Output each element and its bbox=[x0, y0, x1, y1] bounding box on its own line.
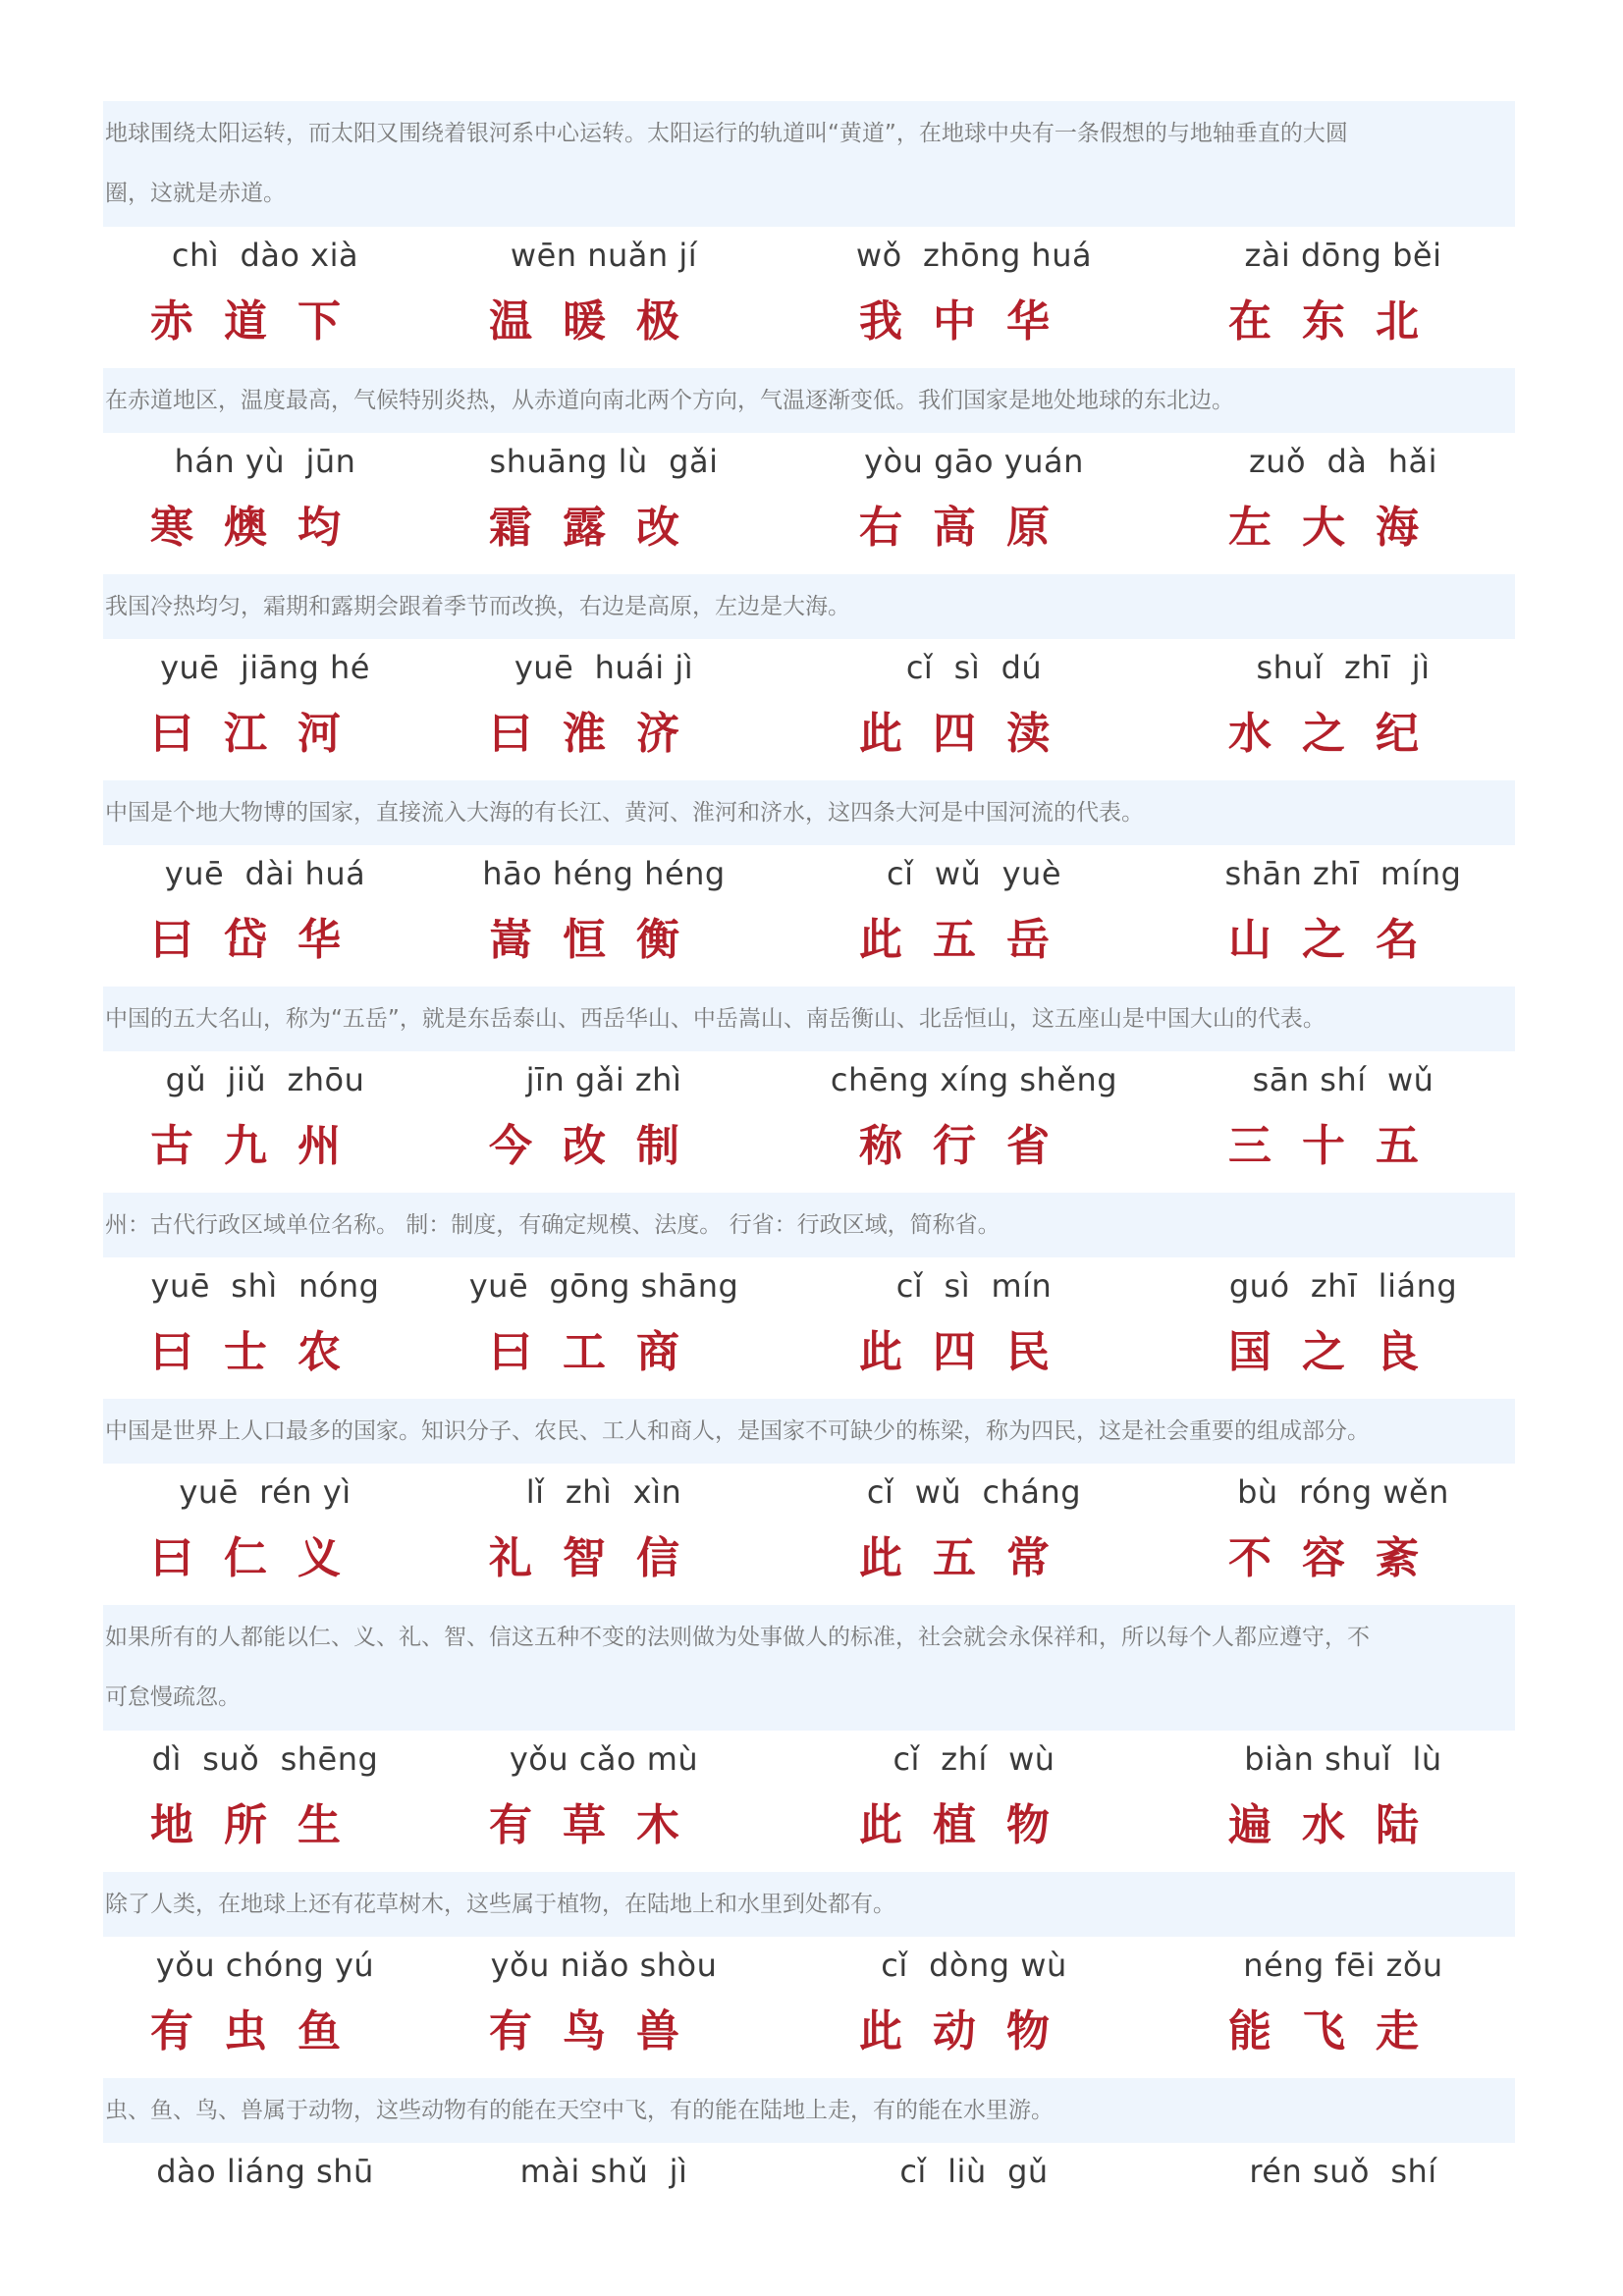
phrase-pinyin: wǒ zhōng huá bbox=[855, 237, 1093, 274]
explanation-note bbox=[103, 2078, 1515, 2143]
phrase-hanzi: 能飞走 bbox=[1228, 2006, 1449, 2056]
intro-line: 圈，这就是赤道。 bbox=[105, 181, 286, 206]
verse-row bbox=[103, 1051, 1515, 1193]
phrase-hanzi: 礼智信 bbox=[489, 1533, 710, 1583]
phrase-pinyin: gǔ jiǔ zhōu bbox=[165, 1061, 365, 1098]
phrase-hanzi: 在东北 bbox=[1228, 296, 1449, 347]
phrase-hanzi: 有鸟兽 bbox=[489, 2006, 710, 2056]
phrase-hanzi: 此植物 bbox=[859, 1800, 1080, 1850]
phrase-hanzi: 三十五 bbox=[1228, 1121, 1449, 1171]
verse-row bbox=[103, 845, 1515, 987]
phrase-hanzi: 有虫鱼 bbox=[150, 2006, 371, 2056]
phrase-pinyin: yuē rén yì bbox=[179, 1473, 352, 1511]
phrase-pinyin: shuǐ zhī jì bbox=[1256, 649, 1431, 686]
phrase-hanzi: 嵩恒衡 bbox=[489, 915, 710, 965]
note-line: 除了人类，在地球上还有花草树木，这些属于植物，在陆地上和水里到处都有。 bbox=[105, 1891, 895, 1917]
phrase-hanzi: 国之良 bbox=[1228, 1327, 1449, 1377]
intro-note bbox=[103, 101, 1515, 227]
phrase-hanzi: 有草木 bbox=[489, 1800, 710, 1850]
phrase-hanzi: 我中华 bbox=[859, 296, 1080, 347]
document-page bbox=[103, 101, 1515, 2251]
phrase-pinyin: yuē gōng shāng bbox=[468, 1267, 739, 1305]
intro-line: 地球围绕太阳运转，而太阳又围绕着银河系中心运转。太阳运行的轨道叫“黄道”，在地球中央有一条假想的与地轴垂直的大圆 bbox=[105, 121, 1348, 146]
phrase-pinyin: yuē shì nóng bbox=[150, 1267, 380, 1305]
phrase-hanzi: 赤道下 bbox=[150, 296, 371, 347]
phrase-pinyin: yuē huái jì bbox=[514, 649, 694, 686]
verse-row bbox=[103, 1731, 1515, 1872]
phrase-pinyin: cǐ sì dú bbox=[905, 649, 1043, 686]
phrase-hanzi: 曰仁义 bbox=[150, 1533, 371, 1583]
verse-row bbox=[103, 433, 1515, 574]
phrase-pinyin: mài shǔ jì bbox=[519, 2153, 688, 2190]
verse-row bbox=[103, 639, 1515, 780]
note-line: 在赤道地区，温度最高，气候特别炎热，从赤道向南北两个方向，气温逐渐变低。我们国家是地处地球的东北边。 bbox=[105, 387, 1234, 413]
phrase-hanzi: 称行省 bbox=[859, 1121, 1080, 1171]
phrase-hanzi: 霜露改 bbox=[489, 503, 710, 553]
note-line: 中国是个地大物博的国家，直接流入大海的有长江、黄河、淮河和济水，这四条大河是中国河流的代表。 bbox=[105, 799, 1144, 826]
phrase-pinyin: yǒu chóng yú bbox=[155, 1947, 375, 1984]
explanation-note bbox=[103, 1193, 1515, 1257]
phrase-pinyin: rén suǒ shí bbox=[1249, 2153, 1437, 2190]
phrase-hanzi: 此四渎 bbox=[859, 709, 1080, 759]
note-line: 中国是世界上人口最多的国家。知识分子、农民、工人和商人，是国家不可缺少的栋梁，称为四民，这是社会重要的组成部分。 bbox=[105, 1417, 1370, 1444]
phrase-hanzi: 曰士农 bbox=[150, 1327, 371, 1377]
phrase-hanzi: 此动物 bbox=[859, 2006, 1080, 2056]
phrase-pinyin: zuǒ dà hǎi bbox=[1248, 443, 1438, 480]
explanation-note bbox=[103, 1399, 1515, 1464]
phrase-pinyin: yǒu cǎo mù bbox=[509, 1740, 699, 1778]
phrase-pinyin: cǐ wǔ yuè bbox=[886, 855, 1062, 892]
phrase-hanzi: 山之名 bbox=[1228, 915, 1449, 965]
note-line: 可怠慢疏忽。 bbox=[105, 1684, 241, 1710]
explanation-note bbox=[103, 780, 1515, 845]
phrase-pinyin: hāo héng héng bbox=[482, 855, 726, 892]
verse-row bbox=[103, 227, 1515, 368]
phrase-hanzi: 曰江河 bbox=[150, 709, 371, 759]
phrase-hanzi: 此五岳 bbox=[859, 915, 1080, 965]
phrase-pinyin: biàn shuǐ lù bbox=[1244, 1740, 1442, 1778]
phrase-pinyin: jīn gǎi zhì bbox=[525, 1061, 682, 1098]
phrase-hanzi: 遍水陆 bbox=[1228, 1800, 1449, 1850]
explanation-note bbox=[103, 368, 1515, 433]
phrase-hanzi: 此五常 bbox=[859, 1533, 1080, 1583]
note-line: 虫、鱼、鸟、兽属于动物，这些动物有的能在天空中飞，有的能在陆地上走，有的能在水里游。 bbox=[105, 2097, 1054, 2123]
phrase-pinyin: cǐ liù gǔ bbox=[899, 2153, 1049, 2190]
verse-row bbox=[103, 1257, 1515, 1399]
explanation-note bbox=[103, 987, 1515, 1051]
verse-row bbox=[103, 1464, 1515, 1605]
phrase-pinyin: chì dào xià bbox=[171, 237, 359, 274]
phrase-pinyin: shuāng lù gǎi bbox=[489, 443, 719, 480]
phrase-pinyin: dì suǒ shēng bbox=[151, 1740, 379, 1778]
phrase-pinyin: shān zhī míng bbox=[1224, 855, 1462, 892]
phrase-pinyin: cǐ sì mín bbox=[895, 1267, 1053, 1305]
phrase-pinyin: yuē jiāng hé bbox=[160, 649, 370, 686]
phrase-hanzi: 地所生 bbox=[150, 1800, 371, 1850]
note-line: 我国冷热均匀，霜期和露期会跟着季节而改换，右边是高原，左边是大海。 bbox=[105, 593, 850, 619]
phrase-pinyin: yuē dài huá bbox=[164, 855, 366, 892]
phrase-hanzi: 曰淮济 bbox=[489, 709, 710, 759]
phrase-pinyin: zài dōng běi bbox=[1244, 237, 1442, 274]
phrase-pinyin: chēng xíng shěng bbox=[830, 1061, 1118, 1098]
phrase-pinyin: yòu gāo yuán bbox=[864, 443, 1084, 480]
phrase-hanzi: 此四民 bbox=[859, 1327, 1080, 1377]
phrase-hanzi: 水之纪 bbox=[1228, 709, 1449, 759]
phrase-hanzi: 温暖极 bbox=[489, 296, 710, 347]
phrase-hanzi: 古九州 bbox=[150, 1121, 371, 1171]
phrase-pinyin: cǐ wǔ cháng bbox=[866, 1473, 1082, 1511]
phrase-pinyin: wēn nuǎn jí bbox=[510, 237, 698, 274]
phrase-pinyin: sān shí wǔ bbox=[1252, 1061, 1434, 1098]
note-line: 如果所有的人都能以仁、义、礼、智、信这五种不变的法则做为处事做人的标准，社会就会永保祥和，所以每个人都应遵守，不 bbox=[105, 1625, 1370, 1650]
phrase-hanzi: 左大海 bbox=[1228, 503, 1449, 553]
phrase-pinyin: hán yù jūn bbox=[174, 443, 356, 480]
phrase-hanzi: 不容紊 bbox=[1228, 1533, 1449, 1583]
phrase-pinyin: bù róng wěn bbox=[1237, 1473, 1449, 1511]
note-line: 州：古代行政区域单位名称。 制：制度，有确定规模、法度。 行省：行政区域，简称省。 bbox=[105, 1211, 1001, 1238]
phrase-hanzi: 曰岱华 bbox=[150, 915, 371, 965]
phrase-pinyin: cǐ dòng wù bbox=[881, 1947, 1067, 1984]
explanation-note bbox=[103, 574, 1515, 639]
phrase-hanzi: 右高原 bbox=[859, 503, 1080, 553]
explanation-note bbox=[103, 1605, 1515, 1731]
phrase-hanzi: 曰工商 bbox=[489, 1327, 710, 1377]
verse-row bbox=[103, 1937, 1515, 2078]
phrase-hanzi: 今改制 bbox=[489, 1121, 710, 1171]
note-line: 中国的五大名山，称为“五岳”，就是东岳泰山、西岳华山、中岳嵩山、南岳衡山、北岳恒山，这五座山是中国大山的代表。 bbox=[105, 1005, 1325, 1032]
phrase-pinyin: yǒu niǎo shòu bbox=[490, 1947, 718, 1984]
phrase-hanzi: 寒燠均 bbox=[150, 503, 371, 553]
verse-row-partial bbox=[103, 2143, 1515, 2251]
phrase-pinyin: guó zhī liáng bbox=[1228, 1267, 1458, 1305]
phrase-pinyin: néng fēi zǒu bbox=[1243, 1947, 1443, 1984]
phrase-pinyin: lǐ zhì xìn bbox=[525, 1473, 682, 1511]
explanation-note bbox=[103, 1872, 1515, 1937]
phrase-pinyin: dào liáng shū bbox=[156, 2153, 374, 2190]
phrase-pinyin: cǐ zhí wù bbox=[893, 1740, 1055, 1778]
